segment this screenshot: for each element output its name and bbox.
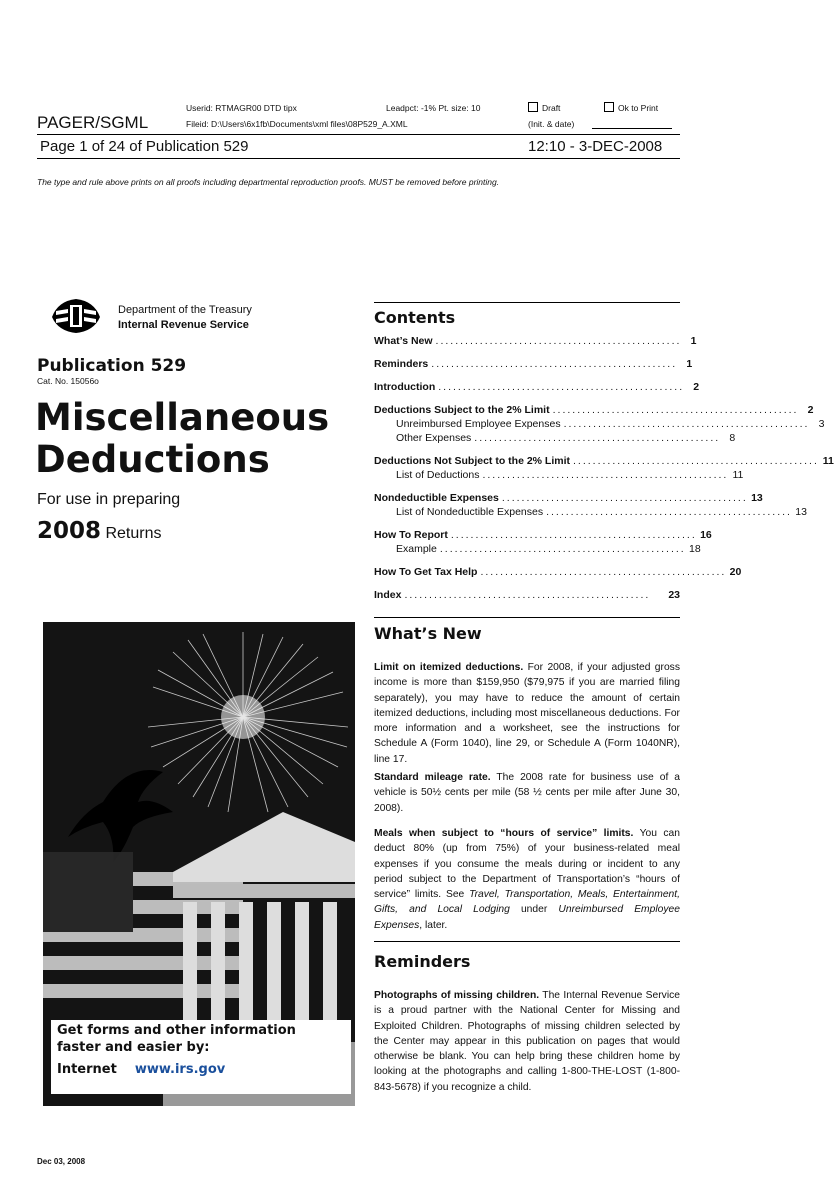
ref-unreimbursed[interactable]: Unreimbursed Employee Expenses [374,904,680,931]
reminders-heading: Reminders [374,952,471,971]
proof-notice: The type and rule above prints on all proofs including departmental reproduction proofs. MUST be removed before printing. [37,177,500,187]
draft-label: Draft [542,103,561,113]
para-end: , later. [419,919,448,931]
promo-line-1: Get forms and other information [57,1023,296,1038]
ok-to-print-checkbox[interactable] [604,102,658,113]
ref-travel[interactable]: Travel, Transportation, Meals, Entertainment, Gifts, and Local Lodging [374,889,680,916]
whats-new-para-3 [374,826,680,933]
dept-treasury-label: Department of the Treasury [118,304,252,316]
para-title: Limit on itemized deductions. [374,662,524,673]
whats-new-para-1 [374,660,680,767]
title-line-2: Deductions [35,438,270,481]
toc-item-tax-help[interactable]: How To Get Tax Help .................................................. 20 [374,566,742,578]
toc-list [374,335,834,602]
returns-label: Returns [101,525,162,542]
whats-new-heading: What’s New [374,624,482,643]
userid-text: Userid: RTMAGR00 DTD tipx [186,103,297,113]
toc-item-whats-new[interactable]: What’s New .................................................. 1 [374,335,697,347]
init-date-line [592,128,672,129]
for-use-label: For use in preparing [37,491,181,508]
checkbox-icon [604,102,614,112]
toc-item-2pct-limit[interactable]: Deductions Subject to the 2% Limit .................................................. 2 [374,404,814,416]
footer-date: Dec 03, 2008 [37,1157,86,1166]
draft-checkbox[interactable] [528,102,560,113]
para-body: The 2008 rate for business use of a vehicle is 50½ cents per mile (58 ½ cents per mile after June 30, 2008). [374,772,680,814]
fileid-text: Fileid: D:\Users\6x1fb\Documents\xml files\08P529_A.XML [186,119,408,129]
para-body: You can deduct 80% (up from 75%) of your business-related meal expenses if you consume the meals during or incident to any period subject to the Department of Transportation’s “hours of service” limits. See [374,828,681,901]
publication-number: Publication 529 [37,356,187,376]
promo-line-2: faster and easier by: [57,1040,210,1055]
contents-rule [374,302,680,303]
toc-item-not-subject[interactable]: Deductions Not Subject to the 2% Limit .................................................. 11 [374,455,834,467]
irs-eagle-logo-icon [50,297,102,335]
timestamp-label: 12:10 - 3-DEC-2008 [528,138,663,155]
para-title: Photographs of missing children. [374,990,540,1001]
internet-label: Internet [57,1062,117,1077]
para-body: For 2008, if your adjusted gross income is more than $159,950 ($79,975 if you are married filing separately), you may have to reduce the amount of certain itemized deductions, including most miscellaneous deductions. For more information and a worksheet, see the instructions for Schedule A (Form 1040), line 29, or Schedule A (Form 1040NR), line 17. [374,662,680,765]
toc-item-unreimbursed[interactable]: Unreimbursed Employee Expenses .................................................. 3 [396,418,825,430]
init-date-label: (Init. & date) [528,119,575,129]
header-rule-bottom [37,158,680,159]
whats-new-para-2 [374,770,680,816]
title-line-1: Miscellaneous [35,396,330,439]
promo-internet-row [57,1062,345,1077]
reminders-para-1 [374,988,680,1095]
toc-item-reminders[interactable]: Reminders .................................................. 1 [374,358,693,370]
header-rule-top [37,134,680,135]
returns-year-line [37,518,161,544]
irs-label: Internal Revenue Service [118,319,249,331]
para-body: The Internal Revenue Service is a proud partner with the National Center for Missing and Exploited Children. Photographs of missing children selected by the Center may appear in this publication on pages that would otherwise be blank. You can help bring these children home by looking at the photographs and calling 1-800-THE-LOST (1-800-843-5678) if you recognize a child. [374,990,680,1093]
promo-box [51,1020,351,1094]
pager-sgml-label: PAGER/SGML [37,113,149,132]
leadpct-text: Leadpct: -1% Pt. size: 10 [386,103,481,113]
toc-item-list-deductions[interactable]: List of Deductions .................................................. 11 [396,469,744,481]
tax-year: 2008 [37,518,102,544]
page-of-label: Page 1 of 24 of Publication 529 [40,138,249,155]
reminders-rule [374,941,680,942]
whats-new-rule [374,617,680,618]
toc-item-index[interactable]: Index .................................................. 23 [374,589,680,601]
toc-item-introduction[interactable]: Introduction .................................................. 2 [374,381,700,393]
para-connector: under [509,904,559,916]
para-title: Meals when subject to “hours of service” limits. [374,828,634,839]
toc-item-list-nondeductible[interactable]: List of Nondeductible Expenses .................................................. 13 [396,506,807,518]
toc-item-how-to-report[interactable]: How To Report .................................................. 16 [374,529,712,541]
contents-heading: Contents [374,308,456,327]
toc-item-example[interactable]: Example .................................................. 18 [396,543,701,555]
ok-to-print-label: Ok to Print [618,103,659,113]
toc-item-other-expenses[interactable]: Other Expenses .................................................. 8 [396,432,736,444]
irs-website-link[interactable]: www.irs.gov [134,1062,226,1077]
toc-item-nondeductible[interactable]: Nondeductible Expenses .................................................. 13 [374,492,763,504]
checkbox-icon [528,102,538,112]
catalog-number: Cat. No. 15056o [37,376,99,386]
para-title: Standard mileage rate. [374,772,491,783]
